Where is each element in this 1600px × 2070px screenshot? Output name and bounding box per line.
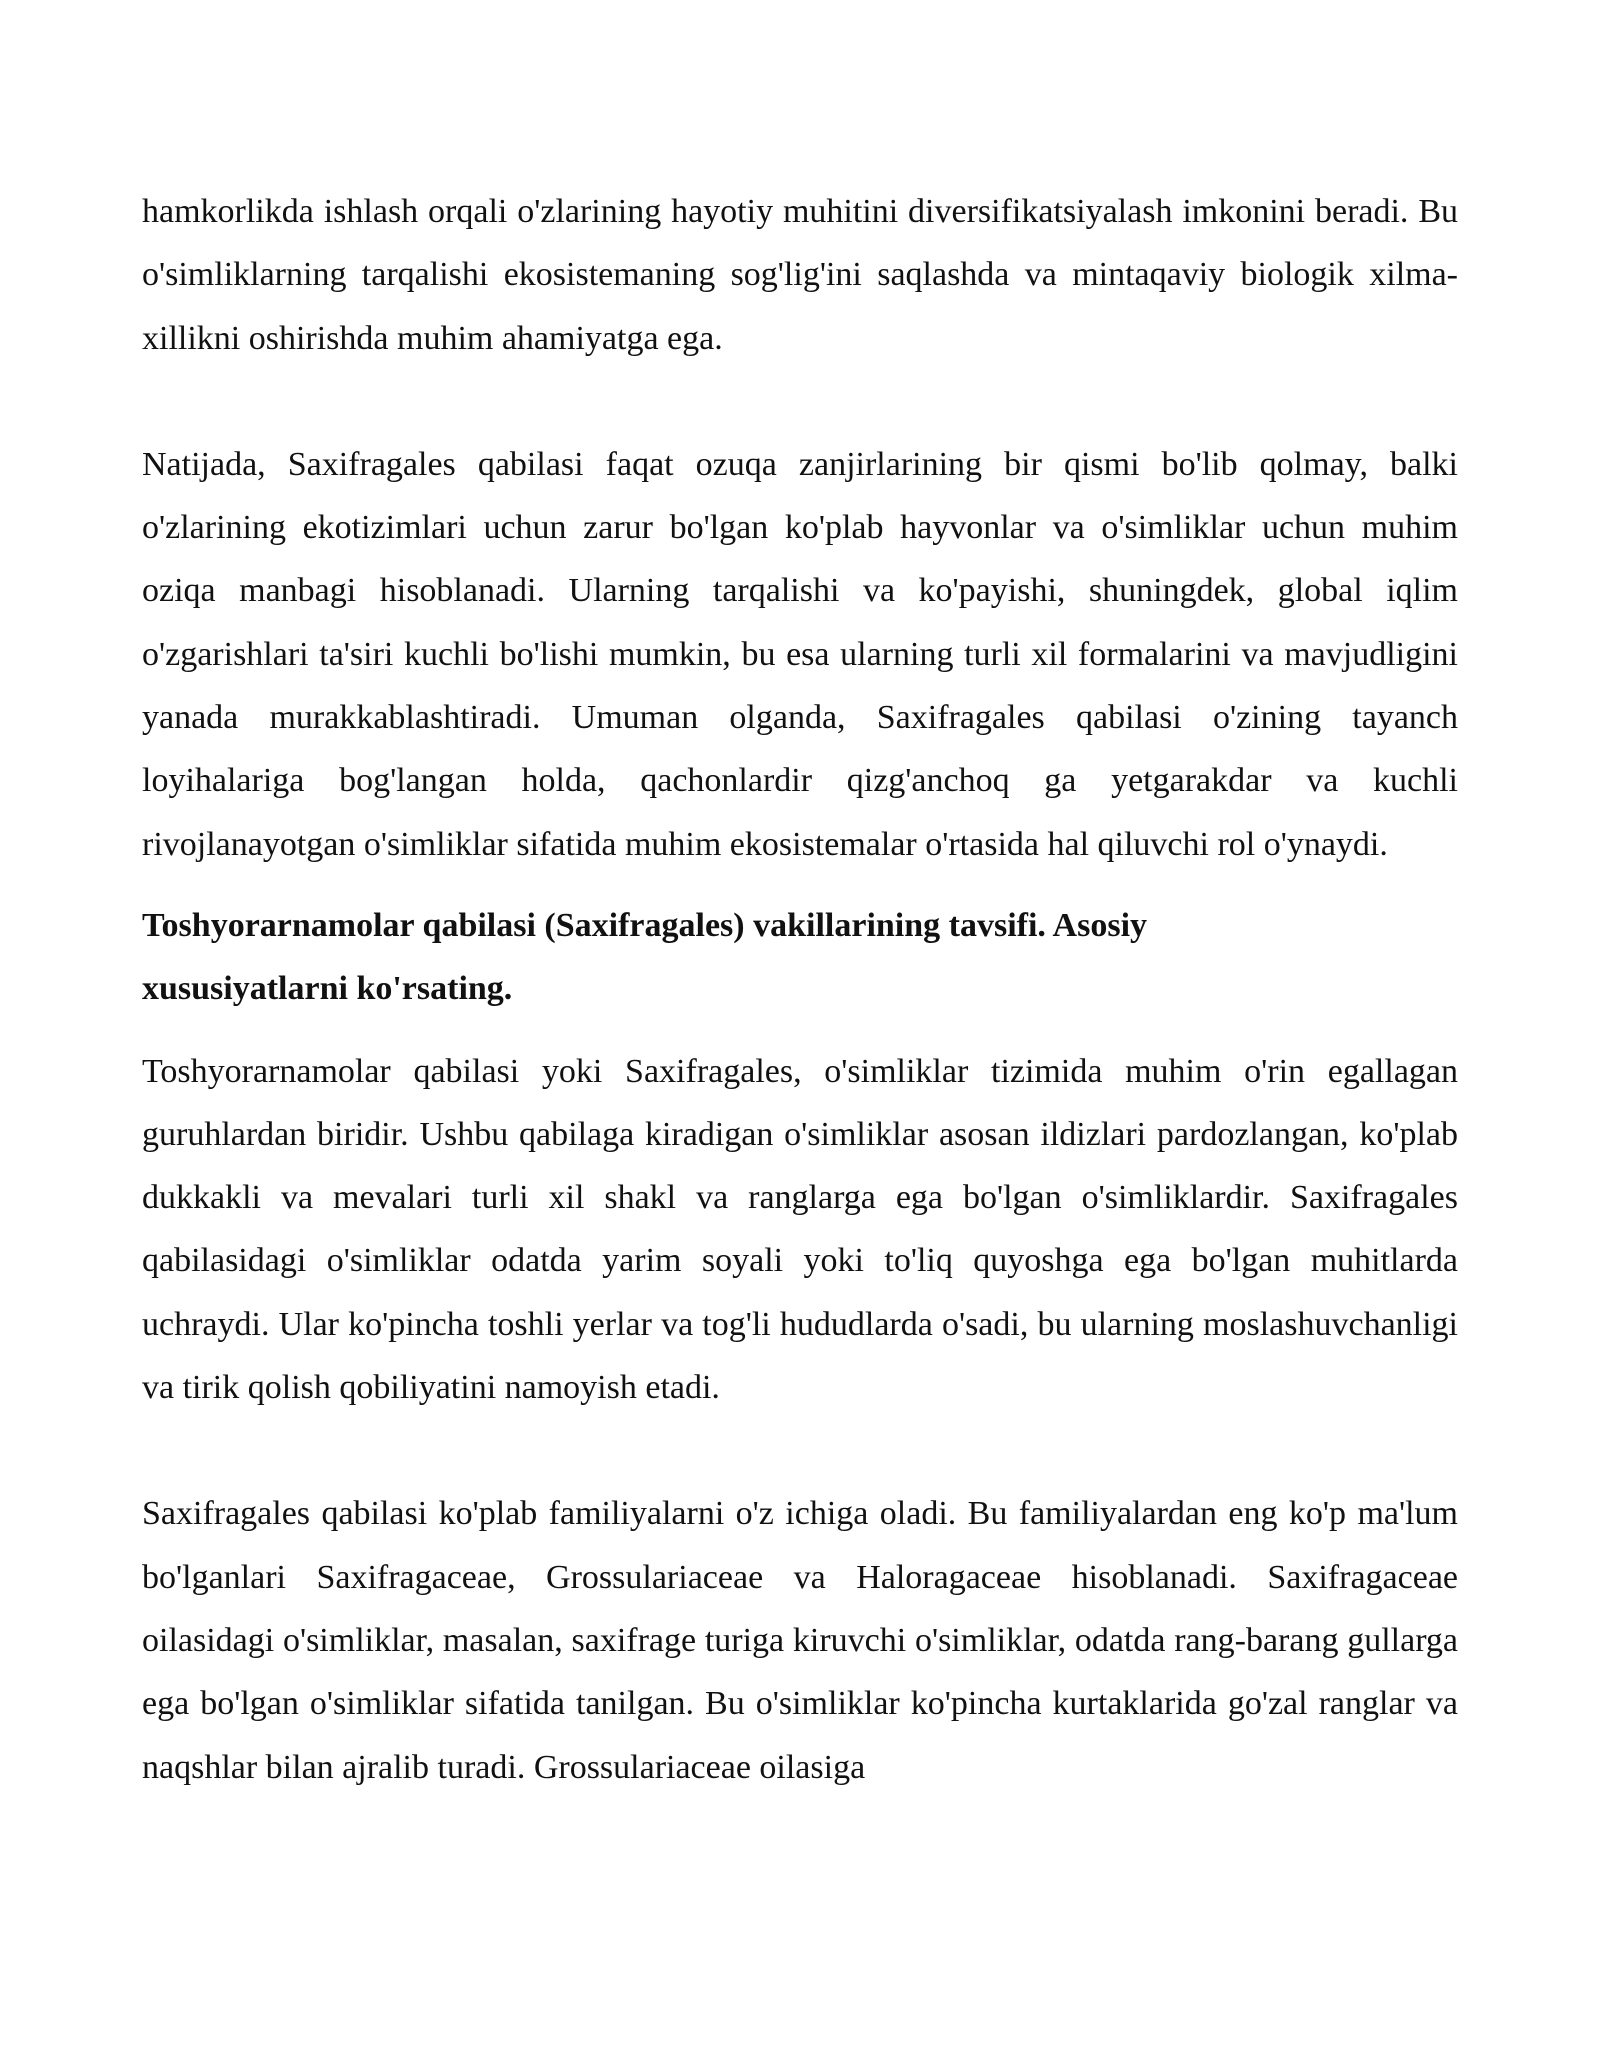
body-paragraph: Toshyorarnamolar qabilasi yoki Saxifragales, o'simliklar tizimida muhim o'rin egallagan guruhlardan biridir. Ushbu qabilaga kiradigan o'simliklar asosan ildizlari pardozlangan, ko'plab dukkakli va mevalari turli xil shakl va ranglarga ega bo'lgan o'simliklardir. Saxifragales qabilasidagi o'simliklar odatda yarim soyali yoki to'liq quyoshga ega bo'lgan muhitlarda uchraydi. Ular ko'pincha toshli yerlar va tog'li hududlarda o'sadi, bu ularning moslashuvchanligi va tirik qolish qobiliyatini namoyish etadi.	[142, 1052, 1458, 1407]
body-paragraph: Saxifragales qabilasi ko'plab familiyalarni o'z ichiga oladi. Bu familiyalardan eng ko'p ma'lum bo'lganlari Saxifragaceae, Grossulariaceae va Haloragaceae hisoblanadi. Saxifragaceae oilasidagi o'simliklar, masalan, saxifrage turiga kiruvchi o'simliklar, odatda rang-barang gullarga ega bo'lgan o'simliklar sifatida tanilgan. Bu o'simliklar ko'pincha kurtaklarida go'zal ranglar va naqshlar bilan ajralib turadi. Grossulariaceae oilasiga	[142, 1495, 1458, 1786]
body-paragraph: hamkorlikda ishlash orqali o'zlarining hayotiy muhitini diversifikatsiyalash imkonini beradi. Bu o'simliklarning tarqalishi ekosistemaning sog'lig'ini saqlashda va mintaqaviy biologik xilma-xillikni oshirishda muhim ahamiyatga ega.	[142, 193, 1458, 357]
section-heading: Toshyorarnamolar qabilasi (Saxifragales) vakillarining tavsifi. Asosiy xususiyatlarni ko'rsating.	[142, 906, 1148, 1008]
document-page	[142, 180, 1458, 1799]
body-paragraph: Natijada, Saxifragales qabilasi faqat ozuqa zanjirlarining bir qismi bo'lib qolmay, balki o'zlarining ekotizimlari uchun zarur bo'lgan ko'plab hayvonlar va o'simliklar uchun muhim oziqa manbagi hisoblanadi. Ularning tarqalishi va ko'payishi, shuningdek, global iqlim o'zgarishlari ta'siri kuchli bo'lishi mumkin, bu esa ularning turli xil formalarini va mavjudligini yanada murakkablashtiradi. Umuman olganda, Saxifragales qabilasi o'zining tayanch loyihalariga bog'langan holda, qachonlardir qizg'anchoq ga yetgarakdar va kuchli rivojlanayotgan o'simliklar sifatida muhim ekosistemalar o'rtasida hal qiluvchi rol o'ynaydi.	[142, 445, 1458, 863]
